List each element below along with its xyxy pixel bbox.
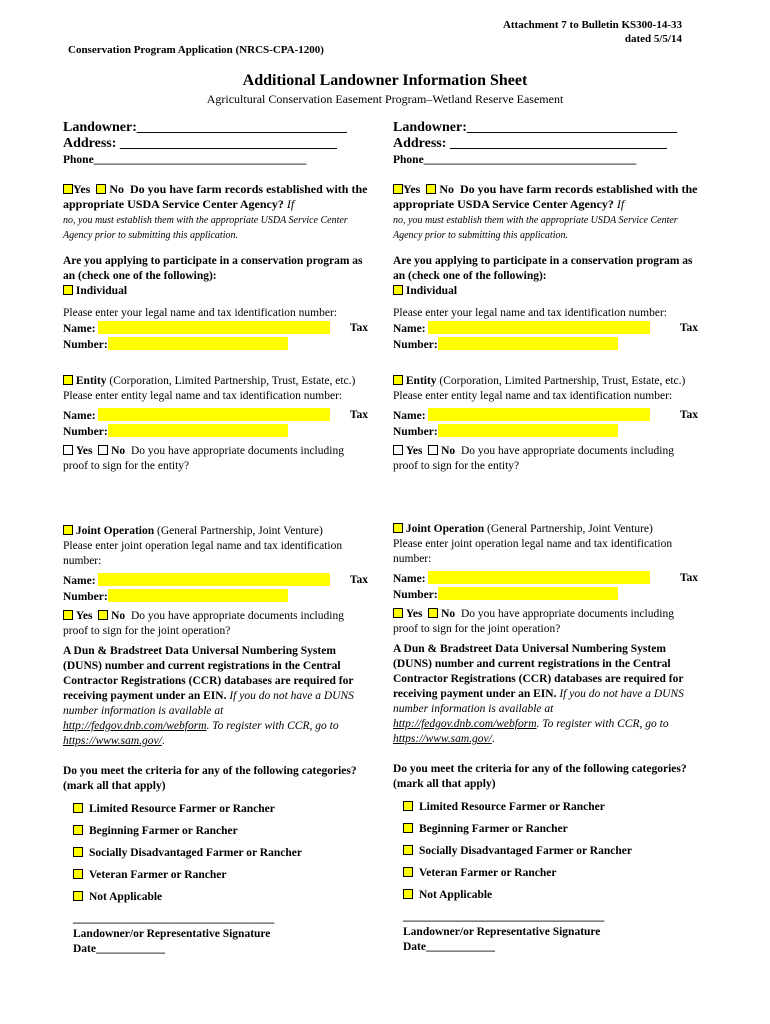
landowner-field[interactable]: Landowner:______________________________ bbox=[393, 120, 677, 135]
entity-docs-question: Do you have appropriate documents including proof to sign for the entity? bbox=[393, 445, 674, 472]
joint-docs-yes-checkbox[interactable] bbox=[393, 608, 403, 618]
yes-label: Yes bbox=[75, 610, 93, 622]
number-label: Number: bbox=[393, 426, 438, 438]
farm-if-label: If bbox=[616, 197, 625, 211]
entity-label: Entity bbox=[405, 375, 437, 387]
criteria-label: Limited Resource Farmer or Rancher bbox=[89, 803, 275, 815]
page-subtitle: Agricultural Conservation Easement Program–Wetland Reserve Easement bbox=[206, 92, 564, 106]
name-label: Name: bbox=[393, 573, 426, 585]
no-label: No bbox=[111, 610, 126, 622]
entity-docs-no-checkbox[interactable] bbox=[428, 445, 438, 455]
number-label: Number: bbox=[63, 426, 108, 438]
criteria-label: Veteran Farmer or Rancher bbox=[89, 869, 227, 881]
joint-tax-number-input[interactable] bbox=[108, 589, 288, 602]
dated-label: dated 5/5/14 bbox=[624, 33, 682, 45]
entity-checkbox[interactable] bbox=[63, 375, 73, 385]
individual-name-input[interactable] bbox=[428, 321, 650, 334]
name-label: Name: bbox=[393, 410, 426, 422]
no-label: No bbox=[111, 445, 126, 457]
duns-requirement: A Dun & Bradstreet Data Universal Numbering System (DUNS) number and current registrations in the Central Contractor Registrations (CCR) databases are required for receiving payment under an EIN. bbox=[63, 645, 354, 702]
entity-instructions: Please enter entity legal name and tax identification number: bbox=[393, 390, 673, 402]
landowner-field[interactable]: Landowner:______________________________ bbox=[63, 120, 347, 135]
applying-question: Are you applying to participate in a conservation program as an (check one of the following): bbox=[393, 255, 693, 282]
joint-operation-label: Joint Operation bbox=[405, 523, 485, 535]
entity-description: (Corporation, Limited Partnership, Trust, Estate, etc.) bbox=[109, 375, 356, 387]
duns-paragraph bbox=[393, 642, 698, 747]
criteria-question: Do you meet the criteria for any of the following categories? (mark all that apply) bbox=[63, 765, 357, 792]
joint-docs-no-checkbox[interactable] bbox=[98, 610, 108, 620]
address-field[interactable]: Address: _______________________________ bbox=[393, 136, 667, 151]
criteria-checkbox[interactable] bbox=[403, 801, 413, 811]
joint-instructions: Please enter joint operation legal name and tax identification number: bbox=[63, 540, 343, 567]
criteria-label: Not Applicable bbox=[89, 891, 163, 903]
signature-line[interactable]: ___________________________________ bbox=[403, 911, 605, 923]
criteria-label: Limited Resource Farmer or Rancher bbox=[419, 801, 605, 813]
joint-operation-description: (General Partnership, Joint Venture) bbox=[157, 525, 323, 537]
address-field[interactable]: Address: _______________________________ bbox=[63, 136, 337, 151]
criteria-label: Beginning Farmer or Rancher bbox=[89, 825, 238, 837]
farm-records-no-checkbox[interactable] bbox=[426, 184, 436, 194]
no-label: No bbox=[441, 608, 456, 620]
number-label: Number: bbox=[393, 589, 438, 601]
duns-info: If you do not have a DUNS number information is available at bbox=[393, 688, 684, 715]
criteria-label: Socially Disadvantaged Farmer or Rancher bbox=[89, 847, 302, 859]
period: . bbox=[491, 733, 495, 745]
farm-records-note: no, you must establish them with the appropriate USDA Service Center Agency prior to submitting this application. bbox=[63, 215, 348, 241]
date-field[interactable]: Date____________ bbox=[73, 943, 165, 955]
criteria-checkbox[interactable] bbox=[403, 867, 413, 877]
individual-checkbox[interactable] bbox=[63, 285, 73, 295]
farm-records-yes-checkbox[interactable] bbox=[63, 184, 73, 194]
entity-checkbox[interactable] bbox=[393, 375, 403, 385]
entity-name-input[interactable] bbox=[98, 408, 330, 421]
farm-records-note: no, you must establish them with the appropriate USDA Service Center Agency prior to submitting this application. bbox=[393, 215, 678, 241]
criteria-label: Not Applicable bbox=[419, 889, 493, 901]
page-title: Additional Landowner Information Sheet bbox=[242, 72, 528, 89]
sam-gov-link[interactable]: https://www.sam.gov/ bbox=[393, 733, 492, 745]
period: . bbox=[161, 735, 165, 747]
joint-name-input[interactable] bbox=[98, 573, 330, 586]
name-label: Name: bbox=[63, 410, 96, 422]
individual-instructions: Please enter your legal name and tax identification number: bbox=[63, 307, 337, 319]
date-field[interactable]: Date____________ bbox=[403, 941, 495, 953]
joint-operation-description: (General Partnership, Joint Venture) bbox=[487, 523, 653, 535]
entity-tax-number-input[interactable] bbox=[438, 424, 618, 437]
criteria-label: Beginning Farmer or Rancher bbox=[419, 823, 568, 835]
entity-description: (Corporation, Limited Partnership, Trust, Estate, etc.) bbox=[439, 375, 686, 387]
criteria-question: Do you meet the criteria for any of the following categories? (mark all that apply) bbox=[393, 763, 687, 790]
individual-tax-number-input[interactable] bbox=[108, 337, 288, 350]
criteria-checkbox[interactable] bbox=[403, 823, 413, 833]
dnb-webform-link[interactable]: http://fedgov.dnb.com/webform bbox=[63, 720, 207, 732]
entity-docs-yes-checkbox[interactable] bbox=[63, 445, 73, 455]
individual-tax-number-input[interactable] bbox=[438, 337, 618, 350]
yes-label: Yes bbox=[405, 445, 423, 457]
individual-checkbox[interactable] bbox=[393, 285, 403, 295]
phone-field[interactable]: Phone_____________________________________ bbox=[393, 154, 637, 166]
individual-name-input[interactable] bbox=[98, 321, 330, 334]
tax-label: Tax bbox=[349, 322, 368, 334]
entity-name-input[interactable] bbox=[428, 408, 650, 421]
criteria-checkbox[interactable] bbox=[403, 845, 413, 855]
name-label: Name: bbox=[63, 575, 96, 587]
entity-label: Entity bbox=[75, 375, 107, 387]
farm-records-yes-checkbox[interactable] bbox=[393, 184, 403, 194]
individual-instructions: Please enter your legal name and tax identification number: bbox=[393, 307, 667, 319]
criteria-checkbox[interactable] bbox=[73, 825, 83, 835]
attachment-label: Attachment 7 to Bulletin KS300-14-33 bbox=[502, 19, 682, 31]
number-label: Number: bbox=[393, 339, 438, 351]
farm-records-question: Do you have farm records established with the appropriate USDA Service Center Agency? bbox=[393, 182, 698, 211]
yes-label: Yes bbox=[405, 608, 423, 620]
duns-requirement: A Dun & Bradstreet Data Universal Numbering System (DUNS) number and current registrations in the Central Contractor Registrations (CCR) databases are required for receiving payment under an EIN. bbox=[393, 643, 684, 700]
joint-operation-checkbox[interactable] bbox=[63, 525, 73, 535]
joint-instructions: Please enter joint operation legal name and tax identification number: bbox=[393, 538, 673, 565]
individual-label: Individual bbox=[405, 285, 458, 297]
name-label: Name: bbox=[393, 323, 426, 335]
joint-tax-number-input[interactable] bbox=[438, 587, 618, 600]
joint-docs-question: Do you have appropriate documents including proof to sign for the joint operation? bbox=[63, 610, 344, 637]
tax-label: Tax bbox=[679, 322, 698, 334]
criteria-label: Socially Disadvantaged Farmer or Rancher bbox=[419, 845, 632, 857]
no-label: No bbox=[441, 445, 456, 457]
entity-docs-question: Do you have appropriate documents including proof to sign for the entity? bbox=[63, 445, 344, 472]
criteria-label: Veteran Farmer or Rancher bbox=[419, 867, 557, 879]
joint-operation-checkbox[interactable] bbox=[393, 523, 403, 533]
tax-label: Tax bbox=[679, 572, 698, 584]
dnb-webform-link[interactable]: http://fedgov.dnb.com/webform bbox=[393, 718, 537, 730]
ccr-info: . To register with CCR, go to bbox=[536, 718, 669, 730]
joint-docs-question: Do you have appropriate documents including proof to sign for the joint operation? bbox=[393, 608, 674, 635]
criteria-checkbox[interactable] bbox=[73, 891, 83, 901]
joint-name-input[interactable] bbox=[428, 571, 650, 584]
entity-instructions: Please enter entity legal name and tax identification number: bbox=[63, 390, 343, 402]
entity-docs-no-checkbox[interactable] bbox=[98, 445, 108, 455]
farm-if-label: If bbox=[286, 197, 295, 211]
no-label: No bbox=[439, 182, 455, 196]
criteria-checkbox[interactable] bbox=[403, 889, 413, 899]
name-label: Name: bbox=[63, 323, 96, 335]
tax-label: Tax bbox=[679, 409, 698, 421]
number-label: Number: bbox=[63, 591, 108, 603]
duns-paragraph bbox=[63, 644, 368, 749]
applying-question: Are you applying to participate in a conservation program as an (check one of the following): bbox=[63, 255, 363, 282]
phone-field[interactable]: Phone_____________________________________ bbox=[63, 154, 307, 166]
signature-label: Landowner/or Representative Signature bbox=[403, 926, 601, 938]
number-label: Number: bbox=[63, 339, 108, 351]
tax-label: Tax bbox=[349, 574, 368, 586]
farm-records-no-checkbox[interactable] bbox=[96, 184, 106, 194]
criteria-checkbox[interactable] bbox=[73, 869, 83, 879]
farm-records-question: Do you have farm records established with the appropriate USDA Service Center Agency? bbox=[63, 182, 368, 211]
yes-label: Yes bbox=[403, 182, 421, 196]
tax-label: Tax bbox=[349, 409, 368, 421]
criteria-checkbox[interactable] bbox=[73, 847, 83, 857]
program-form-label: Conservation Program Application (NRCS-CPA-1200) bbox=[68, 44, 324, 56]
entity-tax-number-input[interactable] bbox=[108, 424, 288, 437]
document-header bbox=[503, 18, 682, 46]
yes-label: Yes bbox=[75, 445, 93, 457]
criteria-checkbox[interactable] bbox=[73, 803, 83, 813]
no-label: No bbox=[109, 182, 125, 196]
entity-docs-yes-checkbox[interactable] bbox=[393, 445, 403, 455]
yes-label: Yes bbox=[73, 182, 91, 196]
ccr-info: . To register with CCR, go to bbox=[206, 720, 339, 732]
joint-operation-label: Joint Operation bbox=[75, 525, 155, 537]
duns-info: If you do not have a DUNS number information is available at bbox=[63, 690, 354, 717]
joint-docs-no-checkbox[interactable] bbox=[428, 608, 438, 618]
signature-label: Landowner/or Representative Signature bbox=[73, 928, 271, 940]
joint-docs-yes-checkbox[interactable] bbox=[63, 610, 73, 620]
sam-gov-link[interactable]: https://www.sam.gov/ bbox=[63, 735, 162, 747]
individual-label: Individual bbox=[75, 285, 128, 297]
signature-line[interactable]: ___________________________________ bbox=[73, 913, 275, 925]
